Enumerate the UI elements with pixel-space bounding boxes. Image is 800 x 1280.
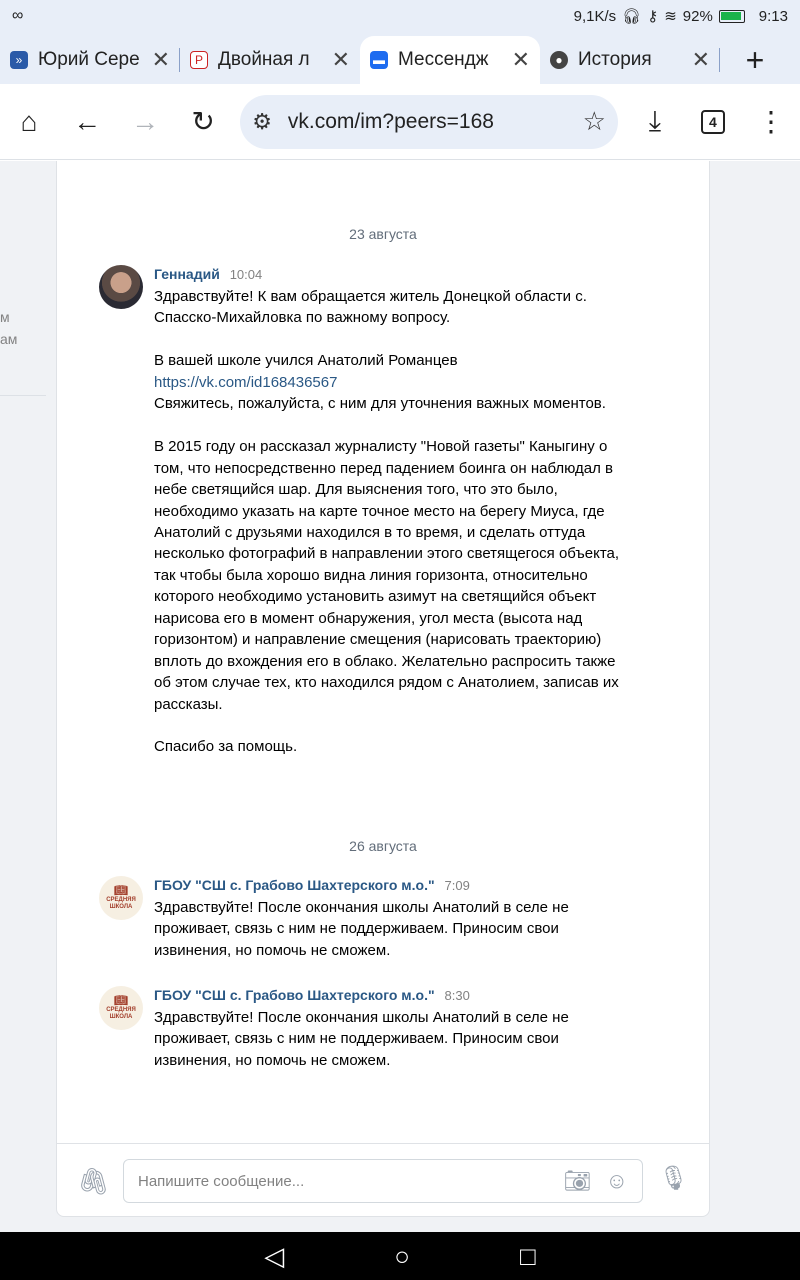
close-icon[interactable]: ✕ xyxy=(151,47,170,72)
message-author[interactable]: Геннадий xyxy=(154,266,220,282)
battery-percent: 92% xyxy=(682,7,713,25)
star-icon[interactable]: ☆ xyxy=(582,106,606,136)
tab-strip xyxy=(0,32,800,84)
message-time: 10:04 xyxy=(229,267,263,282)
message-text xyxy=(154,286,624,758)
message-paragraph: Спасибо за помощь. xyxy=(154,738,298,756)
tab-count: 4 xyxy=(701,110,725,134)
blank-line xyxy=(154,415,624,436)
date-separator: 23 августа xyxy=(349,226,417,242)
message-paragraph: Свяжитесь, пожалуйста, с ним для уточнения важных моментов. xyxy=(154,395,606,413)
book-icon: 📖︎ xyxy=(114,884,128,897)
sidebar-fragment: ам xyxy=(0,331,18,347)
attach-icon[interactable]: 🖇︎ xyxy=(77,1166,111,1196)
tab-title: Юрий Сере xyxy=(38,49,140,70)
browser-toolbar xyxy=(0,84,800,160)
vk-icon: » xyxy=(10,51,28,69)
tab-double[interactable] xyxy=(180,36,360,84)
url-text[interactable]: vk.com/im?peers=168 xyxy=(287,109,494,133)
message-placeholder[interactable]: Напишите сообщение... xyxy=(138,1172,305,1190)
microphone-icon[interactable]: 🎙︎ xyxy=(658,1165,689,1192)
network-speed: 9,1K/s xyxy=(573,7,617,25)
date-separator: 26 августа xyxy=(349,838,417,854)
battery-icon xyxy=(719,10,745,23)
logo-text: ШКОЛА xyxy=(109,1013,133,1020)
messenger-icon: ▬ xyxy=(370,51,388,69)
avatar[interactable] xyxy=(99,265,143,309)
site-icon: P xyxy=(190,51,208,69)
page-content xyxy=(0,161,800,1232)
infinity-icon: ∞ xyxy=(12,7,24,24)
close-icon[interactable]: ✕ xyxy=(331,47,350,72)
nav-home-icon[interactable]: ○ xyxy=(394,1240,410,1271)
tab-history[interactable] xyxy=(540,36,720,84)
back-icon[interactable]: ← xyxy=(73,105,102,137)
close-icon[interactable]: ✕ xyxy=(511,47,530,72)
site-settings-icon[interactable]: ⚙ xyxy=(252,108,272,134)
blank-line xyxy=(154,329,624,350)
tab-switcher-button[interactable] xyxy=(684,90,742,154)
message-time: 8:30 xyxy=(444,988,470,1003)
divider xyxy=(0,395,46,396)
headphones-icon: 🎧︎ xyxy=(622,8,642,25)
logo-text: ШКОЛА xyxy=(109,903,133,910)
blank-line xyxy=(154,715,624,736)
menu-icon[interactable]: ⋮ xyxy=(757,106,785,137)
nav-back-icon[interactable]: ◁ xyxy=(264,1240,285,1271)
message-paragraph: Здравствуйте! К вам обращается житель Донецкой области с. Спасско-Михайловка по важному вопросу. xyxy=(154,288,587,327)
message-input[interactable] xyxy=(123,1159,643,1203)
avatar[interactable] xyxy=(99,986,143,1030)
close-icon[interactable]: ✕ xyxy=(691,47,710,72)
reload-icon[interactable]: ↻ xyxy=(191,106,215,137)
message-composer xyxy=(56,1143,710,1217)
status-bar xyxy=(0,0,800,32)
logo-text: СРЕДНЯЯ xyxy=(106,896,136,903)
wifi-icon: ≋ xyxy=(664,8,677,25)
clock: 9:13 xyxy=(758,7,788,25)
profile-link[interactable]: https://vk.com/id168436567 xyxy=(154,373,338,391)
new-tab-button[interactable]: + xyxy=(745,41,765,78)
chat-history xyxy=(56,161,710,1143)
camera-icon[interactable]: 📷︎ xyxy=(563,1168,592,1193)
address-bar[interactable] xyxy=(240,95,618,149)
tab-yuri[interactable] xyxy=(0,36,180,84)
tab-title: Двойная л xyxy=(218,49,310,70)
forward-icon[interactable]: → xyxy=(131,105,160,137)
message-paragraph: В 2015 году он рассказал журналисту "Новой газеты" Каныгину о том, что непосредственно перед падением боинга он наблюдал в небе светящийся шар. Для выяснения того, что это было, необходимо указать на карте точное место на берегу Миуса, где Анатолий с друзьями находился в то время, и сделать оттуда несколько фотографий в направлении этого светящегося объекта, так чтобы была хорошо видна линия горизонта, относительно которого необходимо установить азимут на светящийся объект нарисова его в момент обнаружения, угол места (высота над горизонтом) и направление смещения (нарисовать траекторию) вплоть до вхождения его в облако. Желательно распросить также об этом случае тех, кто находился рядом с Анатолием, записав их рассказы. xyxy=(154,438,620,713)
tab-title: Мессендж xyxy=(398,49,489,70)
home-icon[interactable]: ⌂ xyxy=(20,105,38,137)
tab-title: История xyxy=(578,49,652,70)
logo-text: СРЕДНЯЯ xyxy=(106,1006,136,1013)
avatar[interactable] xyxy=(99,876,143,920)
chrome-icon: ● xyxy=(550,51,568,69)
system-nav-bar xyxy=(0,1232,800,1280)
tab-messenger[interactable] xyxy=(360,36,540,84)
nav-recents-icon[interactable]: □ xyxy=(520,1240,536,1271)
sidebar-fragment: м xyxy=(0,309,10,325)
key-icon: ⚷ xyxy=(647,8,659,25)
download-icon[interactable]: ⤓ xyxy=(648,105,662,136)
emoji-icon[interactable]: ☺ xyxy=(605,1168,628,1193)
message-time: 7:09 xyxy=(444,878,470,893)
message-paragraph: В вашей школе учился Анатолий Романцев xyxy=(154,352,458,370)
book-icon: 📖︎ xyxy=(114,994,128,1007)
message-text: Здравствуйте! После окончания школы Анатолий в селе не проживает, связь с ним не поддерживаем. Приносим свои извинения, но помочь не сможем. xyxy=(154,1009,569,1069)
message-author[interactable]: ГБОУ "СШ с. Грабово Шахтерского м.о." xyxy=(154,877,435,893)
message-author[interactable]: ГБОУ "СШ с. Грабово Шахтерского м.о." xyxy=(154,987,435,1003)
message-text: Здравствуйте! После окончания школы Анатолий в селе не проживает, связь с ним не поддерживаем. Приносим свои извинения, но помочь не сможем. xyxy=(154,899,569,959)
